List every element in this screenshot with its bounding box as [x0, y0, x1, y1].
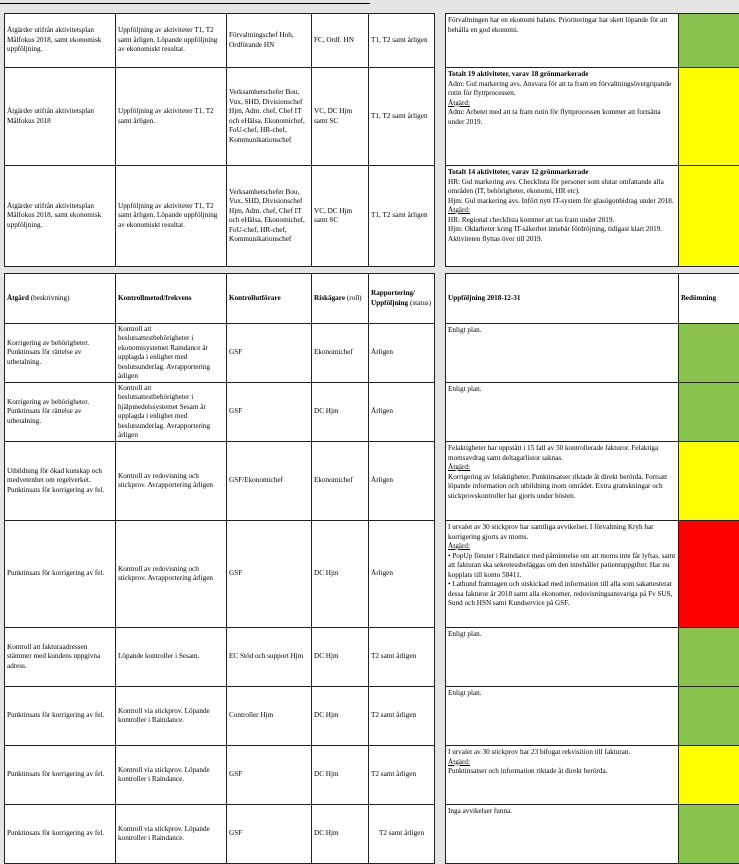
utforare-cell: Verksamhetschefer Bou, Vux, SHD, Divisionschef Hjm, Adm. chef, Chef IT och eHälsa, Ekonomichef, FoU-chef, HR-chef, Kommunikationschef [227, 166, 312, 267]
riskagare-cell: DC Hjm [312, 628, 369, 687]
riskagare-cell: DC Hjm [312, 687, 369, 746]
utforare-cell: GSF [227, 746, 312, 805]
riskagare-cell: VC, DC Hjm samt SC [312, 68, 369, 166]
rating-cell [679, 14, 739, 68]
atgard-cell: Utbildning för ökad kunskap och medvetenhet om regelverket. Punktinsats för korrigering av fel. [5, 442, 116, 521]
rating-cell [679, 805, 739, 864]
rapportering-cell: T2 samt årligen [369, 628, 435, 687]
followup-cell [446, 14, 679, 68]
followup-line: Enligt plan. [448, 689, 676, 699]
followup-cell [446, 687, 679, 746]
header-row [5, 274, 435, 324]
followup-line: Hjm: Gul markering avs. Infört nytt IT-system för glasögonbidrag under 2018. [448, 197, 676, 207]
followup-line: • Lathund framtagen och utskickad med information till alla som sakattesterat dessa fakturor år 2018 samt alla ekonomer, redovisningsansvariga på Fv SUS, Sund och HSN samt Kundservice på GSF. [448, 580, 676, 609]
followup-cell [446, 805, 679, 864]
atgard-cell: Punktinsats för korrigering av fel. [5, 687, 116, 746]
table-row [446, 68, 739, 166]
utforare-cell: GSF [227, 805, 312, 864]
header-uppfoljning: Uppföljning 2018-12-31 [446, 274, 679, 324]
utforare-cell: EC Stöd och support Hjm [227, 628, 312, 687]
followup-cell [446, 628, 679, 687]
table-row [5, 746, 435, 805]
metod-cell: Kontroll att beslutsattestbehörigheter i ekonomisystemet Raindance är upplagda i enlighet med beslutsunderlag. Avrapportering årligen [116, 324, 227, 383]
followup-line: Enligt plan. [448, 630, 676, 640]
followup-table [445, 273, 739, 864]
atgard-cell: Åtgärder utifrån aktivitetsplan Målfokus 2018 [5, 68, 116, 166]
followup-cell [446, 324, 679, 383]
header-rapportering: Rapportering/ Uppföljning (status) [369, 274, 435, 324]
controls-table [4, 273, 435, 864]
followup-line: • PopUp fönster i Raindance med påminnelse om att moms inte får lyftas, samt att fakturan ska sekretessbeläggas om den innehåller patientuppgifter. Har nu kopplats till konto 58411. [448, 552, 676, 581]
rapportering-cell: Årligen [369, 521, 435, 628]
table-row [5, 14, 435, 68]
atgard-cell: Åtgärder utifrån aktivitetsplan Målfokus 2018, samt ekonomisk uppföljning. [5, 14, 116, 68]
header-bedomning: Bedömning [679, 274, 739, 324]
followup-line: I urvalet av 30 stickprov har 23 bifogat rekvisition till fakturan. [448, 748, 676, 758]
riskagare-cell: DC Hjm [312, 746, 369, 805]
table-row [5, 628, 435, 687]
table-row [446, 166, 739, 267]
rapportering-cell: T2 samt årligen [369, 687, 435, 746]
atgard-cell: Punktinsats för korrigering av fel. [5, 805, 116, 864]
followup-cell [446, 383, 679, 442]
followup-line: HR: Regional checklista kommer att tas fram under 2019. [448, 216, 676, 226]
followup-cell [446, 166, 679, 267]
metod-cell: Kontroll via stickprov. Löpande kontroller i Raindance. [116, 746, 227, 805]
utforare-cell: GSF/Ekonomichef [227, 442, 312, 521]
followup-action-label: Åtgärd: [448, 542, 676, 552]
atgard-cell: Korrigering av behörigheter. Punktinsats för rättelse av utbetalning. [5, 324, 116, 383]
rapportering-cell: T1, T2 samt årligen [369, 68, 435, 166]
table-row [446, 687, 739, 746]
header-rule [0, 3, 370, 4]
table-row [5, 166, 435, 267]
utforare-cell: Förvaltningschef Hoh, Ordförande HN [227, 14, 312, 68]
rapportering-cell: T2 samt årligen [369, 746, 435, 805]
table-row [446, 324, 739, 383]
riskagare-cell: DC Hjm [312, 805, 369, 864]
followup-action-label: Åtgärd: [448, 463, 676, 473]
followup-cell [446, 442, 679, 521]
table-row [5, 68, 435, 166]
metod-cell: Uppföljning av aktiviteter T1, T2 samt årligen. Löpande uppföljning av ekonomiskt resultat. [116, 166, 227, 267]
utforare-cell: GSF [227, 324, 312, 383]
header-row [446, 274, 739, 324]
followup-cell [446, 521, 679, 628]
followup-line: Korrigering av felaktigheter. Punktinsatser riktade åt direkt berörda. Fortsatt löpande information och utbildning inom området. Extra granskningar och stickprovskontroller har gjorts under hösten. [448, 473, 676, 502]
rapportering-cell: T2 samt årligen [369, 805, 435, 864]
table-row [5, 324, 435, 383]
atgard-cell: Kontroll att fakturaadressen stämmer med kundens uppgivna adress. [5, 628, 116, 687]
utforare-cell: GSF [227, 521, 312, 628]
utforare-cell: Controller Hjm [227, 687, 312, 746]
followup-line: Enligt plan. [448, 326, 676, 336]
metod-cell: Löpande kontroller i Sesam. [116, 628, 227, 687]
followup-line: Enligt plan. [448, 385, 676, 395]
table-row [446, 746, 739, 805]
followup-line: Adm: Gul markering avs. Ansvara för att ta fram en förvaltningsövergripande rutin för flyttprocessen. [448, 80, 676, 99]
atgard-cell: Korrigering av behörigheter. Punktinsats för rättelse av utbetalning. [5, 383, 116, 442]
followup-line: Adm: Arbetet med att ta fram rutin för flyttprocessen kommer att fortsätta under 2019. [448, 108, 676, 127]
rating-cell [679, 166, 739, 267]
rapportering-cell: Årligen [369, 324, 435, 383]
table-row [5, 383, 435, 442]
table-row [446, 805, 739, 864]
followup-cell [446, 68, 679, 166]
metod-cell: Kontroll av redovisning och stickprov. Avrapportering årligen [116, 521, 227, 628]
metod-cell: Kontroll via stickprov. Löpande kontroller i Raindance. [116, 687, 227, 746]
followup-summary: Totalt 14 aktiviteter, varav 12 grönmarkerade [448, 168, 676, 178]
atgard-cell: Punktinsats för korrigering av fel. [5, 521, 116, 628]
followup-line: HR: Gul markering avs. Checklista för personer som slutar omfattande alla områden (IT, behörigheter, ekonomi, HR etc). [448, 178, 676, 197]
top-followup-table [445, 13, 739, 267]
riskagare-cell: Ekonomichef [312, 324, 369, 383]
followup-line: Inga avvikelser funna. [448, 807, 676, 817]
followup-action-label: Åtgärd: [448, 99, 676, 109]
table-row [446, 628, 739, 687]
metod-cell: Uppföljning av aktiviteter T1, T2 samt årligen. Löpande uppföljning av ekonomiskt resultat. [116, 14, 227, 68]
followup-line: Punktinsatser och information riktade åt direkt berörda. [448, 767, 676, 777]
riskagare-cell: FC, Ordf. HN [312, 14, 369, 68]
header-metod: Kontrollmetod/frekvens [116, 274, 227, 324]
atgard-cell: Åtgärder utifrån aktivitetsplan Målfokus 2018, samt ekonomisk uppföljning. [5, 166, 116, 267]
table-row [5, 442, 435, 521]
followup-action-label: Åtgärd: [448, 206, 676, 216]
rapportering-cell: Årligen [369, 383, 435, 442]
followup-cell [446, 746, 679, 805]
metod-cell: Kontroll att beslutsattestbehörigheter i hjälpmedelssystemet Sesam är upplagda i enlighet med beslutsunderlag. Avrapportering årligen [116, 383, 227, 442]
table-row [5, 687, 435, 746]
table-row [5, 521, 435, 628]
riskagare-cell: Ekonomichef [312, 442, 369, 521]
rating-cell [679, 383, 739, 442]
followup-summary: Totalt 19 aktiviteter, varav 18 grönmarkerade [448, 70, 676, 80]
utforare-cell: GSF [227, 383, 312, 442]
rating-cell [679, 628, 739, 687]
rating-cell [679, 68, 739, 166]
followup-line: Hjm: Oklarheter kring IT-säkerhet innebär fördröjning, tidigast klart 2019. Aktiviteten flyttas över till 2019. [448, 225, 676, 244]
rating-cell [679, 687, 739, 746]
rapportering-cell: Årligen [369, 442, 435, 521]
rating-cell [679, 442, 739, 521]
followup-line: Felaktigheter har uppstått i 15 fall av 50 kontrollerade fakturor. Felaktiga momsavdrag samt deltagarlistor saknas. [448, 444, 676, 463]
riskagare-cell: DC Hjm [312, 521, 369, 628]
table-row [446, 383, 739, 442]
metod-cell: Kontroll av redovisning och stickprov. Avrapportering årligen [116, 442, 227, 521]
followup-line: Förvaltningen har en ekonomi balans. Prioriteringar har skett löpande för att behålla en god ekonomi. [448, 16, 676, 35]
atgard-cell: Punktinsats för korrigering av fel. [5, 746, 116, 805]
rapportering-cell: T1, T2 samt årligen [369, 166, 435, 267]
rating-cell [679, 324, 739, 383]
table-row [446, 14, 739, 68]
table-row [446, 442, 739, 521]
header-utforare: Kontrollutförare [227, 274, 312, 324]
riskagare-cell: DC Hjm [312, 383, 369, 442]
table-row [5, 805, 435, 864]
followup-line: I urvalet av 30 stickprov har samtliga avvikelser. I förvaltning Kryh har korrigering gjorts av moms. [448, 523, 676, 542]
rapportering-cell: T1, T2 samt årligen [369, 14, 435, 68]
metod-cell: Uppföljning av aktiviteter T1, T2 samt årligen. [116, 68, 227, 166]
rating-cell [679, 521, 739, 628]
header-atgard: Åtgärd (beskrivning) [5, 274, 116, 324]
header-riskagare: Riskägare (roll) [312, 274, 369, 324]
followup-action-label: Åtgärd: [448, 758, 676, 768]
utforare-cell: Verksamhetschefer Bou, Vux, SHD, Divisionschef Hjm, Adm. chef, Chef IT och eHälsa, Ekonomichef, FoU-chef, HR-chef, Kommunikationschef [227, 68, 312, 166]
top-controls-table [4, 13, 435, 267]
table-row [446, 521, 739, 628]
rating-cell [679, 746, 739, 805]
metod-cell: Kontroll via stickprov. Löpande kontroller i Raindance. [116, 805, 227, 864]
riskagare-cell: VC, DC Hjm samt SC [312, 166, 369, 267]
